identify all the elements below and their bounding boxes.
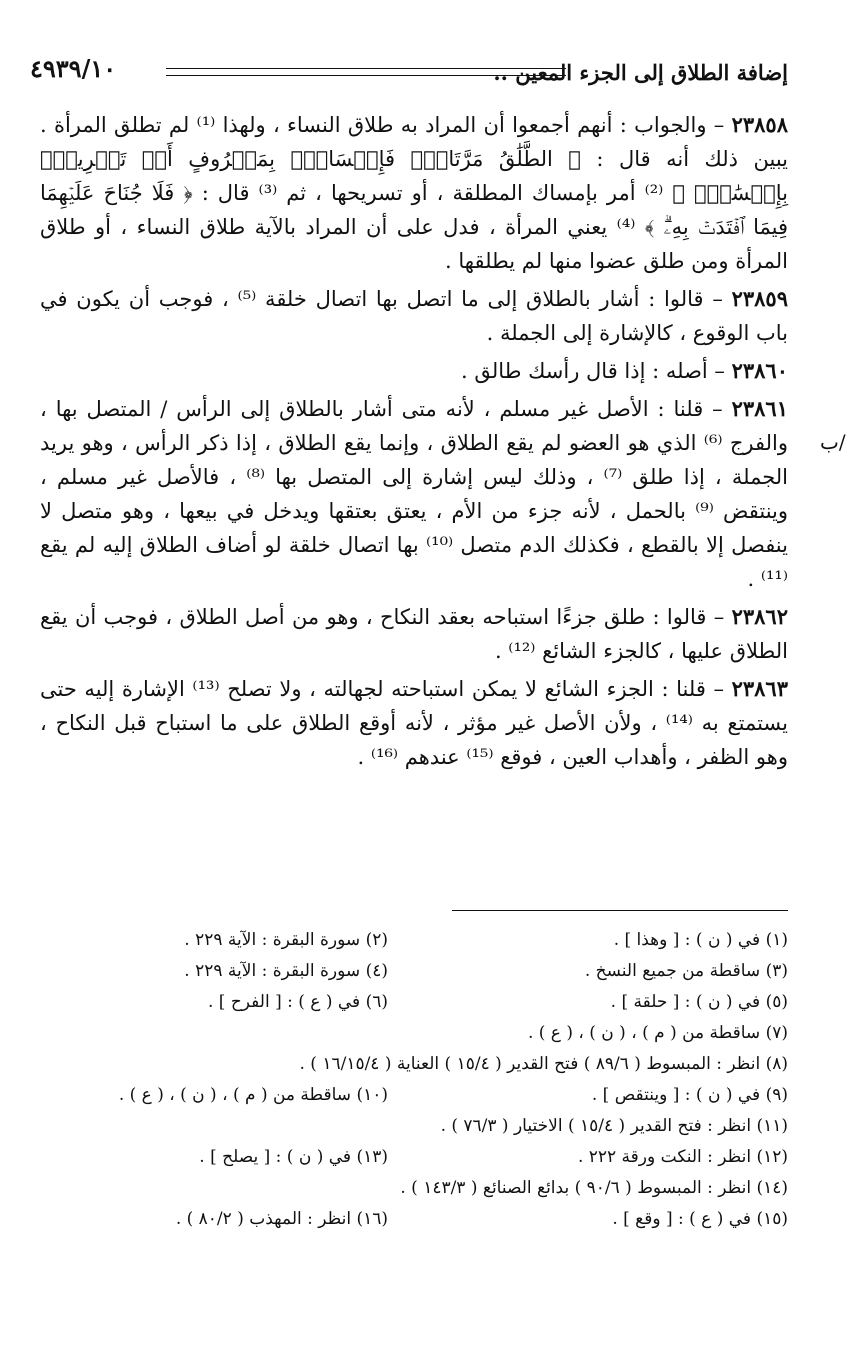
footnote: (١٠) ساقطة من ( م ) ، ( ن ) ، ( ع ) .	[118, 1085, 388, 1105]
footnote-row	[40, 925, 788, 956]
paragraph-23859	[40, 282, 788, 350]
footnote-row	[40, 987, 788, 1018]
paragraph-number: ٢٣٨٦٢	[731, 604, 788, 629]
footnote: (٢) سورة البقرة : الآية ٢٢٩ .	[184, 930, 388, 950]
paragraph-number: ٢٣٨٥٩	[731, 286, 788, 311]
paragraph-text: – والجواب : أنهم أجمعوا أن المراد به طلاق النساء ، ولهذا ⁽¹⁾ لم تطلق المرأة . يبين ذلك أنه قال : ﴿ الطَّلَٰقُ مَرَّتَانِۖ فَإِمۡسَاكُۢ بِمَعۡرُوفٍ أَوۡ تَسۡرِيحُۢ بِإِحۡسَٰنٖۗ ﴾ ⁽²⁾ أمر بإمساك المطلقة ، أو تسريحها ، ثم ⁽³⁾ قال : ﴿ فَلَا جُنَاحَ عَلَيۡهِمَا فِيمَا ٱفۡتَدَتۡ بِهِۦۗ ﴾ ⁽⁴⁾ يعني المرأة ، فدل على أن المراد بالآية طلاق النساء ، أو طلاق المرأة ومن طلق عضوا منها لم يطلقها .	[40, 113, 789, 273]
paragraph-23860	[40, 354, 788, 388]
body-text	[40, 108, 788, 778]
footnote: (٨) انظر : المبسوط ( ٨٩/٦ ) فتح القدير ( ١٥/٤ ) العناية ( ١٦/١٥/٤ ) .	[299, 1054, 788, 1074]
running-title: إضافة الطلاق إلى الجزء المعين ..	[493, 60, 788, 85]
footnote: (١٢) انظر : النكت ورقة ٢٢٢ .	[577, 1147, 788, 1167]
paragraph-number: ٢٣٨٦٣	[731, 676, 788, 701]
footnote: (٣) ساقطة من جميع النسخ .	[584, 961, 788, 981]
page-number: ٤٩٣٩/١٠	[30, 54, 117, 83]
footnote: (١٦) انظر : المهذب ( ٨٠/٢ ) .	[175, 1209, 388, 1229]
paragraph-text: – قالوا : أشار بالطلاق إلى ما اتصل بها اتصال خلقة ⁽⁵⁾ ، فوجب أن يكون في باب الوقوع ، كالإشارة إلى الجملة .	[40, 287, 788, 345]
paragraph-23862	[40, 600, 788, 668]
paragraph-number: ٢٣٨٦١	[731, 396, 788, 421]
paragraph-text: – قلنا : الجزء الشائع لا يمكن استباحته لجهالته ، ولا تصلح ⁽¹³⁾ الإشارة إليه حتى يستمتع به ⁽¹⁴⁾ ، ولأن الأصل غير مؤثر ، لأنه أوقع الطلاق على ما استباح قبل النكاح ، وهو الظفر ، وأهداب العين ، فوقع ⁽¹⁵⁾ عندهم ⁽¹⁶⁾ .	[40, 677, 788, 769]
footnote: (٧) ساقطة من ( م ) ، ( ن ) ، ( ع ) .	[527, 1023, 788, 1043]
margin-folio-note: /ب	[820, 430, 846, 454]
footnote: (١١) انظر : فتح القدير ( ١٥/٤ ) الاختيار ( ٧٦/٣ ) .	[440, 1116, 788, 1136]
page-header	[30, 54, 788, 94]
paragraph-number: ٢٣٨٥٨	[731, 112, 788, 137]
paragraph-text: – أصله : إذا قال رأسك طالق .	[461, 359, 732, 383]
footnote: (١) في ( ن ) : [ وهذا ] .	[613, 930, 788, 950]
paragraph-23858	[40, 108, 788, 278]
footnote-row	[40, 956, 788, 987]
footnote-row	[40, 1204, 788, 1235]
paragraph-number: ٢٣٨٦٠	[731, 358, 788, 383]
paragraph-23861	[40, 392, 788, 596]
header-rule	[166, 68, 566, 76]
footnote: (٤) سورة البقرة : الآية ٢٢٩ .	[184, 961, 388, 981]
footnote-separator	[452, 910, 788, 911]
footnote: (٥) في ( ن ) : [ حلقة ] .	[610, 992, 788, 1012]
paragraph-23863	[40, 672, 788, 774]
footnote-row	[40, 1142, 788, 1173]
paragraph-text: – قالوا : طلق جزءًا استباحه بعقد النكاح ، وهو من أصل الطلاق ، فوجب أن يقع الطلاق عليها ، كالجزء الشائع ⁽¹²⁾ .	[40, 605, 788, 663]
footnote: (٦) في ( ع ) : [ الفرح ] .	[207, 992, 388, 1012]
footnotes	[40, 925, 788, 1235]
footnote: (١٤) انظر : المبسوط ( ٩٠/٦ ) بدائع الصنائع ( ١٤٣/٣ ) .	[400, 1178, 788, 1198]
footnote: (٩) في ( ن ) : [ وينتقص ] .	[591, 1085, 788, 1105]
paragraph-text: – قلنا : الأصل غير مسلم ، لأنه متى أشار بالطلاق إلى الرأس / المتصل بها ، والفرج ⁽⁶⁾ الذي هو العضو لم يقع الطلاق ، وإنما يقع الطلاق ، إذا ذكر الرأس ، وهو يريد الجملة ، إذا طلق ⁽⁷⁾ ، وذلك ليس إشارة إلى المتصل بها ⁽⁸⁾ ، فالأصل غير مسلم ، وينتقض ⁽⁹⁾ بالحمل ، لأنه جزء من الأم ، يعتق بعتقها ويدخل في بيعها ، وهو متصل لا ينفصل إلا بالقطع ، فكذلك الدم متصل ⁽¹⁰⁾ بها اتصال خلقة لو أضاف الطلاق إليه لم يقع ⁽¹¹⁾ .	[40, 397, 789, 591]
footnote-row	[40, 1080, 788, 1111]
footnote: (١٥) في ( ع ) : [ وقع ] .	[612, 1209, 788, 1229]
footnote: (١٣) في ( ن ) : [ يصلح ] .	[199, 1147, 388, 1167]
